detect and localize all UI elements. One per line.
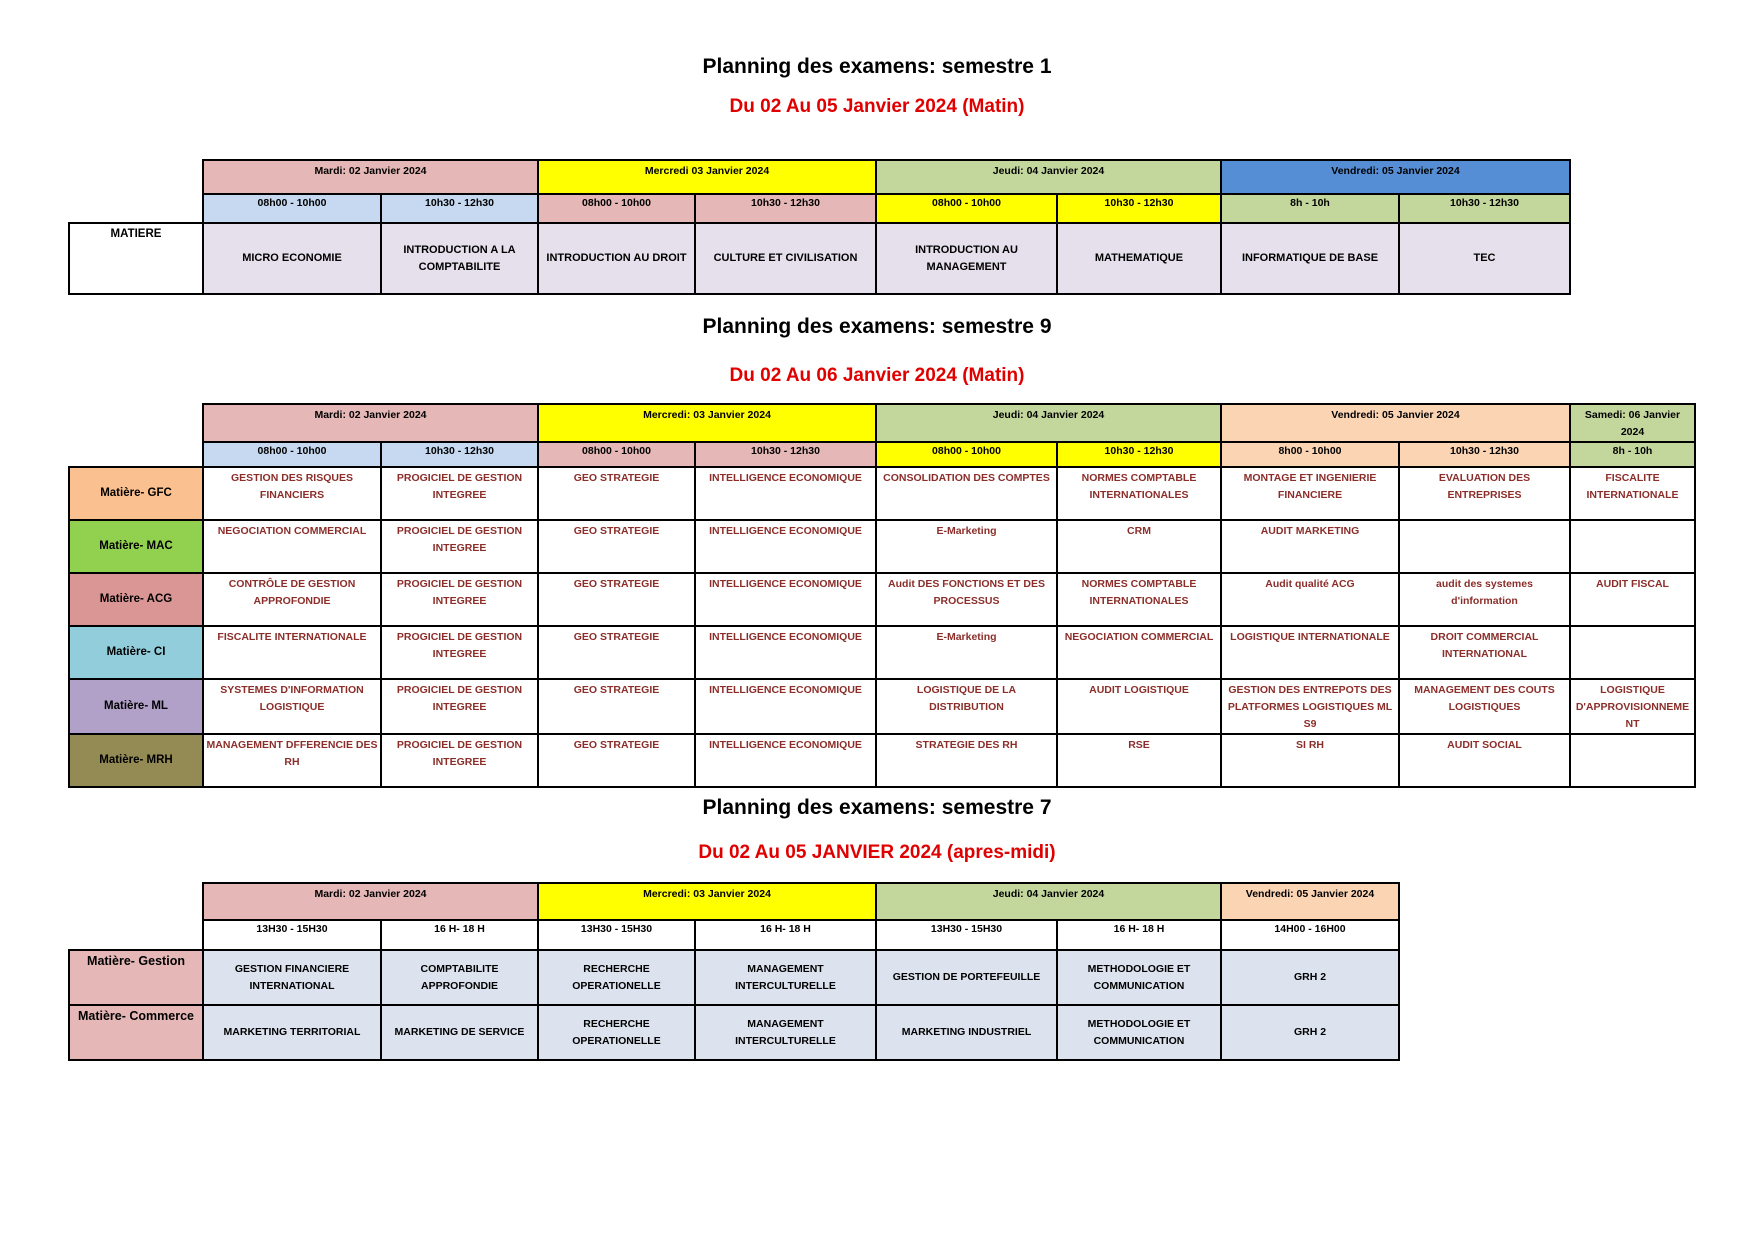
- sem7-cell: METHODOLOGIE ET COMMUNICATION: [1057, 1005, 1221, 1060]
- sem9-cell: Audit DES FONCTIONS ET DES PROCESSUS: [876, 573, 1057, 626]
- sem1-day-mercredi: Mercredi 03 Janvier 2024: [538, 160, 876, 194]
- sem9-cell: MONTAGE ET INGENIERIE FINANCIERE: [1221, 467, 1399, 520]
- sem7-cell: MARKETING DE SERVICE: [381, 1005, 538, 1060]
- sem9-time: 10h30 - 12h30: [1057, 442, 1221, 467]
- sem1-subject: INTRODUCTION AU MANAGEMENT: [876, 223, 1057, 294]
- sem7-row-label: Matière- Commerce: [69, 1005, 203, 1060]
- sem9-cell: GEO STRATEGIE: [538, 520, 695, 573]
- sem9-cell: STRATEGIE DES RH: [876, 734, 1057, 787]
- sem9-cell: PROGICIEL DE GESTION INTEGREE: [381, 626, 538, 679]
- sem9-cell: GESTION DES RISQUES FINANCIERS: [203, 467, 381, 520]
- sem7-cell: GESTION FINANCIERE INTERNATIONAL: [203, 950, 381, 1005]
- sem7-time: 16 H- 18 H: [1057, 920, 1221, 950]
- sem9-cell: AUDIT FISCAL: [1570, 573, 1695, 626]
- sem1-subject: CULTURE ET CIVILISATION: [695, 223, 876, 294]
- sem7-row-label: Matière- Gestion: [69, 950, 203, 1005]
- sem9-cell: INTELLIGENCE ECONOMIQUE: [695, 520, 876, 573]
- sem9-row: [69, 573, 1695, 626]
- sem1-time: 08h00 - 10h00: [876, 194, 1057, 223]
- sem9-cell: GEO STRATEGIE: [538, 734, 695, 787]
- sem7-time: 14H00 - 16H00: [1221, 920, 1399, 950]
- sem9-time: 8h00 - 10h00: [1221, 442, 1399, 467]
- sem9-cell: GEO STRATEGIE: [538, 467, 695, 520]
- sem9-cell: PROGICIEL DE GESTION INTEGREE: [381, 573, 538, 626]
- sem1-day-mardi: Mardi: 02 Janvier 2024: [203, 160, 538, 194]
- sem7-cell: MARKETING TERRITORIAL: [203, 1005, 381, 1060]
- sem7-row: [69, 950, 1399, 1005]
- sem9-cell: NEGOCIATION COMMERCIAL: [1057, 626, 1221, 679]
- sem1-time: 10h30 - 12h30: [381, 194, 538, 223]
- sem9-time: 08h00 - 10h00: [876, 442, 1057, 467]
- sem1-time: 10h30 - 12h30: [695, 194, 876, 223]
- sem9-time: 10h30 - 12h30: [1399, 442, 1570, 467]
- sem9-cell: DROIT COMMERCIAL INTERNATIONAL: [1399, 626, 1570, 679]
- sem9-row: [69, 734, 1695, 787]
- sem9-subtitle: Du 02 Au 06 Janvier 2024 (Matin): [729, 365, 1025, 386]
- sem9-row-label: Matière- MAC: [69, 520, 203, 573]
- corner-blank: [69, 442, 203, 467]
- sem7-time: 16 H- 18 H: [695, 920, 876, 950]
- sem1-subject: TEC: [1399, 223, 1570, 294]
- corner-blank: [69, 194, 203, 223]
- sem1-day-vendredi: Vendredi: 05 Janvier 2024: [1221, 160, 1570, 194]
- sem7-time: 13H30 - 15H30: [538, 920, 695, 950]
- sem9-cell: PROGICIEL DE GESTION INTEGREE: [381, 734, 538, 787]
- sem1-subject: MATHEMATIQUE: [1057, 223, 1221, 294]
- corner-blank: [69, 404, 203, 442]
- sem9-cell: LOGISTIQUE INTERNATIONALE: [1221, 626, 1399, 679]
- sem9-cell: CONSOLIDATION DES COMPTES: [876, 467, 1057, 520]
- sem1-title: Planning des examens: semestre 1: [702, 55, 1052, 78]
- sem7-time: 13H30 - 15H30: [876, 920, 1057, 950]
- sem7-cell: RECHERCHE OPERATIONELLE: [538, 950, 695, 1005]
- sem9-cell: NEGOCIATION COMMERCIAL: [203, 520, 381, 573]
- corner-blank: [69, 920, 203, 950]
- sem9-row-label: Matière- ACG: [69, 573, 203, 626]
- sem9-row-label: Matière- ML: [69, 679, 203, 734]
- sem9-cell: NORMES COMPTABLE INTERNATIONALES: [1057, 467, 1221, 520]
- sem9-cell: PROGICIEL DE GESTION INTEGREE: [381, 679, 538, 734]
- sem9-cell: MANAGEMENT DFFERENCIE DES RH: [203, 734, 381, 787]
- sem9-cell: [1570, 520, 1695, 573]
- sem9-row: [69, 679, 1695, 734]
- sem7-subtitle: Du 02 Au 05 JANVIER 2024 (apres-midi): [698, 842, 1056, 863]
- sem9-row: [69, 467, 1695, 520]
- sem1-subtitle: Du 02 Au 05 Janvier 2024 (Matin): [729, 96, 1025, 117]
- sem7-cell: GRH 2: [1221, 1005, 1399, 1060]
- sem7-time: 13H30 - 15H30: [203, 920, 381, 950]
- sem9-cell: INTELLIGENCE ECONOMIQUE: [695, 626, 876, 679]
- sem9-time: 08h00 - 10h00: [538, 442, 695, 467]
- sem7-cell: METHODOLOGIE ET COMMUNICATION: [1057, 950, 1221, 1005]
- sem9-cell: INTELLIGENCE ECONOMIQUE: [695, 467, 876, 520]
- sem1-table: [68, 159, 1571, 295]
- sem1-subject: MICRO ECONOMIE: [203, 223, 381, 294]
- sem1-subject: INTRODUCTION AU DROIT: [538, 223, 695, 294]
- sem7-cell: RECHERCHE OPERATIONELLE: [538, 1005, 695, 1060]
- sem1-day-jeudi: Jeudi: 04 Janvier 2024: [876, 160, 1221, 194]
- sem1-subject: INFORMATIQUE DE BASE: [1221, 223, 1399, 294]
- sem9-cell: PROGICIEL DE GESTION INTEGREE: [381, 520, 538, 573]
- sem9-cell: CONTRÔLE DE GESTION APPROFONDIE: [203, 573, 381, 626]
- sem1-time: 10h30 - 12h30: [1399, 194, 1570, 223]
- sem9-cell: LOGISTIQUE D'APPROVISIONNEME NT: [1570, 679, 1695, 734]
- sem7-cell: GESTION DE PORTEFEUILLE: [876, 950, 1057, 1005]
- sem9-cell: LOGISTIQUE DE LA DISTRIBUTION: [876, 679, 1057, 734]
- sem7-day-jeudi: Jeudi: 04 Janvier 2024: [876, 883, 1221, 920]
- sem1-time: 10h30 - 12h30: [1057, 194, 1221, 223]
- sem9-cell: AUDIT SOCIAL: [1399, 734, 1570, 787]
- sem9-cell: GEO STRATEGIE: [538, 626, 695, 679]
- sem9-cell: INTELLIGENCE ECONOMIQUE: [695, 734, 876, 787]
- sem9-cell: INTELLIGENCE ECONOMIQUE: [695, 679, 876, 734]
- sem9-row-label: Matière- MRH: [69, 734, 203, 787]
- sem7-title: Planning des examens: semestre 7: [702, 796, 1052, 819]
- sem9-cell: NORMES COMPTABLE INTERNATIONALES: [1057, 573, 1221, 626]
- sem9-cell: MANAGEMENT DES COUTS LOGISTIQUES: [1399, 679, 1570, 734]
- sem9-day-mercredi: Mercredi: 03 Janvier 2024: [538, 404, 876, 442]
- sem9-cell: EVALUATION DES ENTREPRISES: [1399, 467, 1570, 520]
- sem9-cell: AUDIT LOGISTIQUE: [1057, 679, 1221, 734]
- sem9-cell: FISCALITE INTERNATIONALE: [203, 626, 381, 679]
- sem7-cell: MANAGEMENT INTERCULTURELLE: [695, 1005, 876, 1060]
- sem9-cell: AUDIT MARKETING: [1221, 520, 1399, 573]
- sem9-title: Planning des examens: semestre 9: [702, 315, 1052, 338]
- sem9-time: 8h - 10h: [1570, 442, 1695, 467]
- sem9-row: [69, 626, 1695, 679]
- sem9-cell: [1570, 734, 1695, 787]
- sem9-cell: INTELLIGENCE ECONOMIQUE: [695, 573, 876, 626]
- sem9-cell: GEO STRATEGIE: [538, 679, 695, 734]
- sem9-table: [68, 403, 1696, 788]
- sem9-cell: GEO STRATEGIE: [538, 573, 695, 626]
- sem9-row-label: Matière- CI: [69, 626, 203, 679]
- sem9-row: [69, 520, 1695, 573]
- sem1-subject: INTRODUCTION A LA COMPTABILITE: [381, 223, 538, 294]
- sem9-cell: PROGICIEL DE GESTION INTEGREE: [381, 467, 538, 520]
- sem9-cell: E-Marketing: [876, 626, 1057, 679]
- sem9-cell: FISCALITE INTERNATIONALE: [1570, 467, 1695, 520]
- sem9-time: 10h30 - 12h30: [695, 442, 876, 467]
- sem9-day-mardi: Mardi: 02 Janvier 2024: [203, 404, 538, 442]
- sem7-cell: MARKETING INDUSTRIEL: [876, 1005, 1057, 1060]
- sem7-day-mercredi: Mercredi: 03 Janvier 2024: [538, 883, 876, 920]
- sem9-cell: [1399, 520, 1570, 573]
- sem9-day-samedi: Samedi: 06 Janvier 2024: [1570, 404, 1695, 442]
- corner-blank: [69, 883, 203, 920]
- sem9-cell: Audit qualité ACG: [1221, 573, 1399, 626]
- sem9-cell: SI RH: [1221, 734, 1399, 787]
- sem7-day-vendredi: Vendredi: 05 Janvier 2024: [1221, 883, 1399, 920]
- sem9-cell: [1570, 626, 1695, 679]
- sem9-row-label: Matière- GFC: [69, 467, 203, 520]
- sem9-cell: E-Marketing: [876, 520, 1057, 573]
- sem9-time: 10h30 - 12h30: [381, 442, 538, 467]
- sem9-cell: RSE: [1057, 734, 1221, 787]
- sem9-time: 08h00 - 10h00: [203, 442, 381, 467]
- sem1-time: 8h - 10h: [1221, 194, 1399, 223]
- sem9-cell: SYSTEMES D'INFORMATION LOGISTIQUE: [203, 679, 381, 734]
- sem9-cell: CRM: [1057, 520, 1221, 573]
- sem9-day-vendredi: Vendredi: 05 Janvier 2024: [1221, 404, 1570, 442]
- sem9-cell: audit des systemes d'information: [1399, 573, 1570, 626]
- sem9-cell: GESTION DES ENTREPOTS DES PLATFORMES LOGISTIQUES ML S9: [1221, 679, 1399, 734]
- sem7-row: [69, 1005, 1399, 1060]
- sem7-cell: MANAGEMENT INTERCULTURELLE: [695, 950, 876, 1005]
- corner-blank: [69, 160, 203, 194]
- sem7-table: [68, 882, 1400, 1061]
- sem1-row-label: MATIERE: [69, 223, 203, 294]
- sem1-time: 08h00 - 10h00: [203, 194, 381, 223]
- sem1-time: 08h00 - 10h00: [538, 194, 695, 223]
- sem7-day-mardi: Mardi: 02 Janvier 2024: [203, 883, 538, 920]
- sem9-day-jeudi: Jeudi: 04 Janvier 2024: [876, 404, 1221, 442]
- sem7-cell: GRH 2: [1221, 950, 1399, 1005]
- sem7-cell: COMPTABILITE APPROFONDIE: [381, 950, 538, 1005]
- sem7-time: 16 H- 18 H: [381, 920, 538, 950]
